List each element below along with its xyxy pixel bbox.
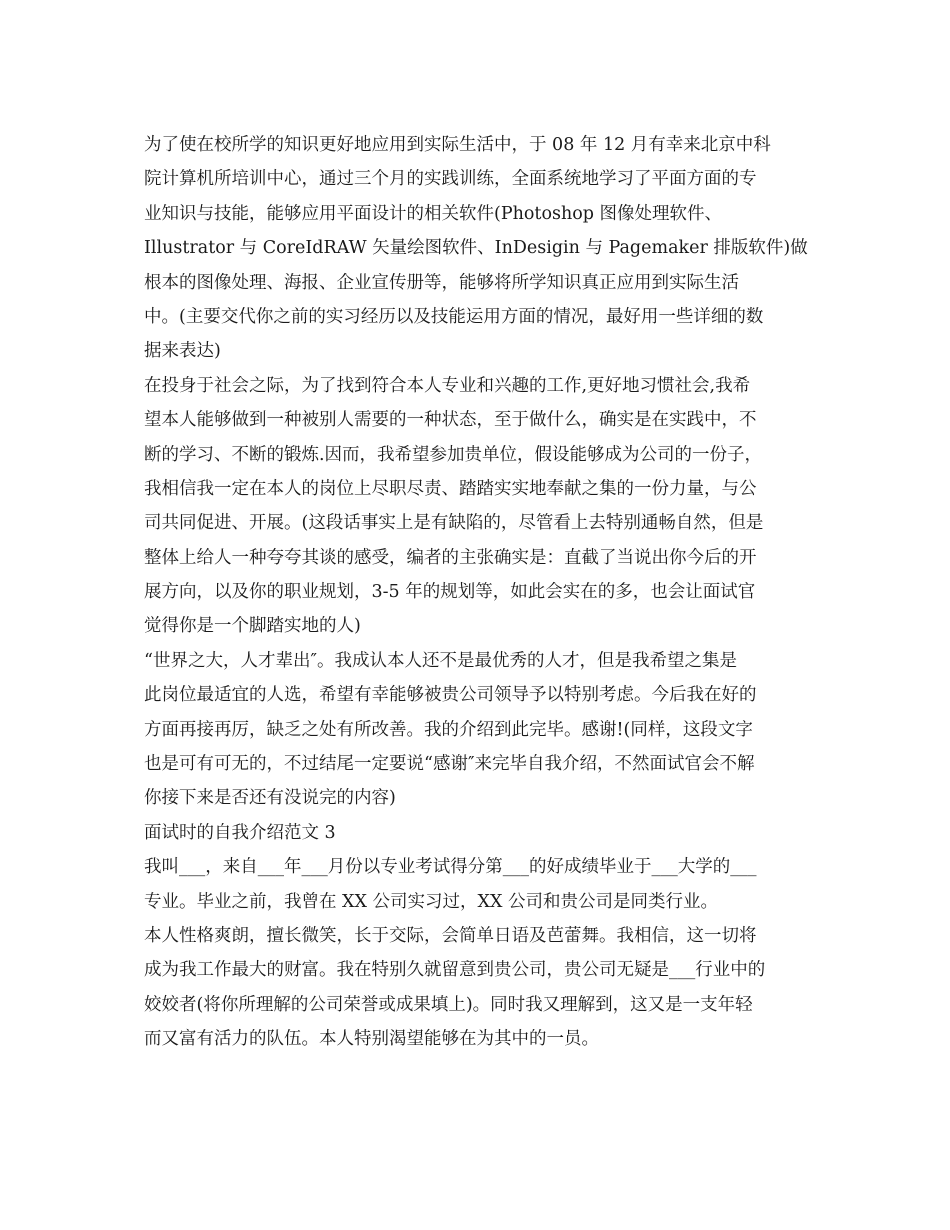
text-line: 方面再接再厉，缺乏之处有所改善。我的介绍到此完毕。感谢!(同样，这段文字 (144, 719, 753, 740)
text-line: 院计算机所培训中心，通过三个月的实践训练，全面系统地学习了平面方面的专 (144, 169, 757, 190)
text-line: 断的学习、不断的锻炼.因而，我希望参加贵单位，假设能够成为公司的一份子， (144, 444, 763, 465)
text-line: 也是可有可无的，不过结尾一定要说“感谢″来完毕自我介绍，不然面试官会不解 (144, 754, 755, 775)
text-line: 整体上给人一种夸夸其谈的感受，编者的主张确实是：直截了当说出你今后的开 (144, 547, 757, 568)
text-line: 据来表达) (144, 341, 221, 362)
text-line: Illustrator 与 CoreIdRAW 矢量绘图软件、InDesigin 与 Pagemaker 排版软件)做 (144, 238, 808, 259)
text-line: 成为我工作最大的财富。我在特别久就留意到贵公司，贵公司无疑是___行业中的 (144, 960, 766, 981)
text-line: 在投身于社会之际，为了找到符合本人专业和兴趣的工作,更好地习惯社会,我希 (144, 375, 751, 396)
text-line: 本人性格爽朗，擅长微笑，长于交际，会简单日语及芭蕾舞。我相信，这一切将 (144, 925, 757, 946)
text-line: 而又富有活力的队伍。本人特别渴望能够在为其中的一员。 (144, 1029, 599, 1050)
text-line: 专业。毕业之前，我曾在 XX 公司实习过，XX 公司和贵公司是同类行业。 (144, 891, 719, 912)
text-line: 你接下来是否还有没说完的内容) (144, 788, 396, 809)
text-line: 我叫___，来自___年___月份以专业考试得分第___的好成绩毕业于___大学的___ (144, 857, 757, 878)
text-line: 我相信我一定在本人的岗位上尽职尽责、踏踏实实地奉献之集的一份力量，与公 (144, 478, 757, 499)
text-line: 中。(主要交代你之前的实习经历以及技能运用方面的情况，最好用一些详细的数 (144, 306, 764, 327)
text-line: 觉得你是一个脚踏实地的人) (144, 616, 361, 637)
section-heading: 面试时的自我介绍范文 3 (144, 822, 336, 843)
text-line: 根本的图像处理、海报、企业宣传册等，能够将所学知识真正应用到实际生活 (144, 272, 739, 293)
text-line: 为了使在校所学的知识更好地应用到实际生活中，于 08 年 12 月有幸来北京中科 (144, 135, 771, 155)
text-line: 展方向，以及你的职业规划，3-5 年的规划等，如此会实在的多，也会让面试官 (144, 582, 756, 603)
text-line: 业知识与技能，能够应用平面设计的相关软件(Photoshop 图像处理软件、 (144, 203, 723, 224)
text-line: “世界之大，人才辈出″。我成认本人还不是最优秀的人才，但是我希望之集是 (144, 650, 737, 671)
text-line: 司共同促进、开展。(这段话事实上是有缺陷的，尽管看上去特别通畅自然，但是 (144, 513, 764, 534)
text-line: 望本人能够做到一种被别人需要的一种状态，至于做什么，确实是在实践中，不 (144, 410, 757, 431)
text-line: 此岗位最适宜的人选，希望有幸能够被贵公司领导予以特别考虑。今后我在好的 (144, 685, 757, 706)
document-body (144, 128, 814, 1057)
text-line: 姣姣者(将你所理解的公司荣誉或成果填上)。同时我又理解到，这又是一支年轻 (144, 994, 753, 1015)
